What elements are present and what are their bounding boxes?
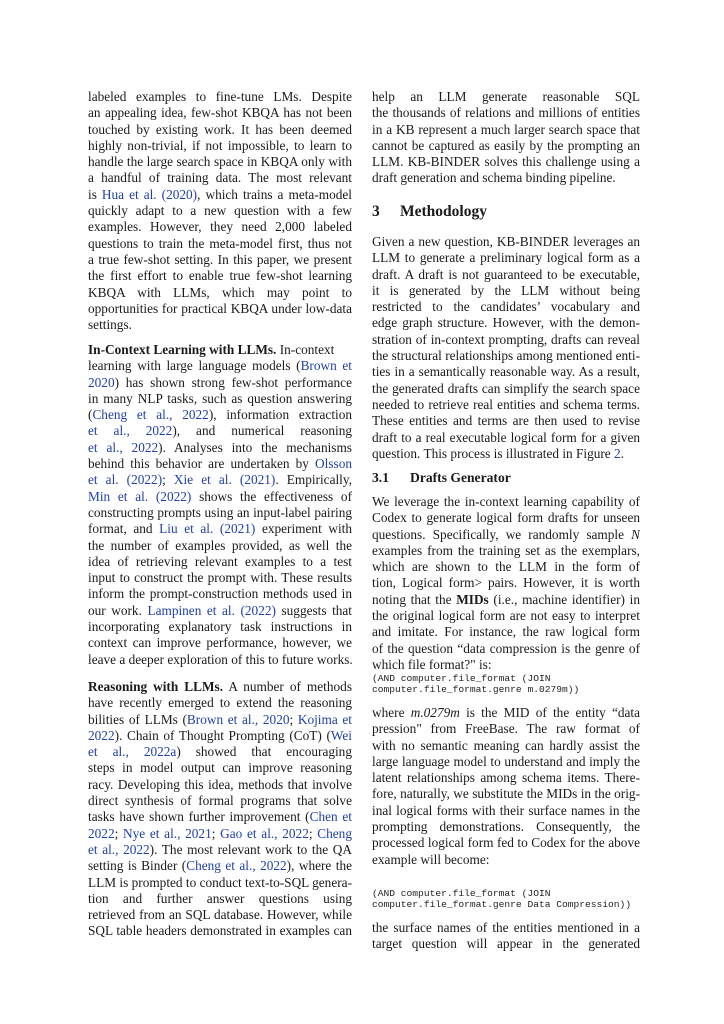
text-line (372, 786, 640, 802)
section-number: 3 (372, 203, 380, 220)
text-line (372, 381, 640, 397)
text-span: quickly adapt to a new question with a few (88, 203, 352, 219)
text-span: in a KB represent a much larger search space that (372, 121, 640, 137)
citation-link[interactable]: et al., 2022 (88, 423, 173, 439)
text-line (372, 446, 640, 462)
text-span: the original logical form are not easy to interpret (372, 608, 640, 624)
text-line (88, 603, 352, 619)
text-span: which are shown to the LLM in the form of (372, 559, 640, 575)
text-span: context can improve performance, however, we (88, 635, 352, 651)
paragraph-mid-explanation (372, 705, 640, 868)
text-line (372, 852, 640, 868)
text-line (88, 187, 352, 203)
text-line (88, 923, 352, 939)
text-span: ; (289, 711, 298, 727)
text-line (88, 728, 352, 744)
citation-link[interactable]: et al., 2022 (88, 439, 159, 455)
text-span: draft to a real executable logical form for a given (372, 429, 640, 445)
text-span: behind this behavior are undertaken by (88, 456, 316, 472)
text-span: A number of methods (223, 679, 352, 694)
text-line (88, 440, 352, 456)
text-line (88, 619, 352, 635)
text-span: is the MID of the entity “data (466, 705, 640, 720)
text-span: KBQA with LLMs, which may point to (88, 284, 352, 300)
text-span: Given a new question, KB-BINDER leverages an (372, 234, 640, 249)
citation-link[interactable]: 2 (614, 445, 621, 461)
text-span: touched by existing work. It has been deemed (88, 121, 352, 137)
text-span: ) showed that encouraging (176, 744, 352, 760)
text-line (372, 413, 640, 429)
citation-link[interactable]: Chen et (309, 809, 352, 825)
text-span: ). The most relevant work to the QA (149, 841, 352, 857)
citation-link[interactable]: Cheng (317, 825, 352, 841)
text-span: settings. (88, 317, 132, 333)
paragraph-sql-continuation (372, 89, 640, 187)
text-line (88, 358, 352, 374)
text-span: ties in a semantically reasonable way. As a result, (372, 364, 640, 380)
text-span: the generated drafts can simplify the search space (372, 380, 640, 396)
citation-link[interactable]: et al. (2022) (88, 472, 163, 488)
text-line (372, 105, 640, 121)
text-span: opportunities for practical KBQA under low-data (88, 300, 352, 316)
text-line (88, 252, 352, 268)
text-span: inal logical forms with their surface names in the (372, 802, 640, 818)
text-span: a true few-shot setting. In this paper, we present (88, 251, 352, 267)
text-line (372, 138, 640, 154)
text-span: LLM is prompted to conduct text-to-SQL genera- (88, 874, 352, 890)
citation-link[interactable]: Lampinen et al. (2022) (147, 602, 276, 618)
subsection-heading-drafts-generator (372, 470, 511, 486)
text-span: format, and (88, 521, 160, 537)
text-span: (i.e., machine identifier) in (488, 591, 640, 607)
text-span: ( (88, 407, 93, 423)
text-line (88, 554, 352, 570)
text-line (88, 317, 352, 333)
text-span: noting that the (372, 591, 457, 607)
text-line (372, 819, 640, 835)
text-line (372, 624, 640, 640)
text-span: cannot be captured as easily by the prompting an (372, 137, 640, 153)
text-span: large language model to understand and imply the (372, 753, 640, 769)
text-line (88, 203, 352, 219)
text-line (88, 407, 352, 423)
text-span: Codex to generate logical form drafts for unseen (372, 510, 640, 526)
text-span: ; (211, 825, 221, 841)
text-line (88, 456, 352, 472)
text-line (372, 705, 640, 721)
paragraph-surface-names (372, 920, 640, 953)
text-line (88, 268, 352, 284)
text-line (88, 342, 352, 358)
text-span: edge graph structure. However, with the demon- (372, 315, 640, 331)
text-line (88, 777, 352, 793)
text-line (372, 283, 640, 299)
text-line (372, 592, 640, 608)
text-span: restricted to the candidates’ vocabulary and (372, 299, 640, 315)
text-span: ; (308, 825, 318, 841)
text-line (88, 712, 352, 728)
text-span: the number of examples provided, as well the (88, 537, 352, 553)
paragraph-methodology-intro (372, 234, 640, 462)
text-span: incorporating explanatory task instructions in (88, 619, 352, 635)
text-span: is (88, 186, 102, 202)
text-span: ). Chain of Thought Prompting (CoT) ( (114, 727, 331, 743)
citation-link[interactable]: 2022 (88, 825, 115, 841)
text-span: questions to train the meta-model first, thus not (88, 235, 352, 251)
text-line (372, 250, 640, 266)
citation-link[interactable]: Gao et al., 2022 (220, 825, 309, 841)
text-span: tion and further answer questions using (88, 890, 352, 906)
text-line (372, 332, 640, 348)
text-line (372, 770, 640, 786)
citation-link[interactable]: et al., 2022a (88, 744, 177, 760)
text-span: highly non-trivial, if not impossible, to learn to (88, 137, 352, 153)
text-line (88, 760, 352, 776)
text-line (372, 527, 640, 543)
citation-link[interactable]: Cheng et al., 2022 (186, 858, 287, 874)
text-line (88, 89, 352, 105)
paragraph-drafts-generator (372, 494, 640, 673)
text-line (372, 348, 640, 364)
text-span: retrieved from an SQL database. However, while (88, 907, 352, 923)
text-span: experiment with (255, 521, 352, 537)
text-span: tasks have shown further improvement ( (88, 809, 310, 825)
text-span: question. This process is illustrated in Figure (372, 445, 615, 461)
text-line (372, 364, 640, 380)
text-span: , which trains a meta-model (197, 186, 352, 202)
text-line (372, 299, 640, 315)
text-line (88, 907, 352, 923)
text-span: prompting demonstrations. Consequently, the (372, 819, 640, 835)
text-line (372, 494, 640, 510)
text-line (372, 267, 640, 283)
italic-text: m.0279m (410, 705, 460, 720)
text-span: our work. (88, 602, 148, 618)
text-span: suggests that (275, 602, 352, 618)
text-line (372, 397, 640, 413)
text-span: and imitate. For instance, the raw logical form (372, 624, 640, 640)
text-span: it is generated by the LLM without being (372, 282, 640, 298)
citation-link[interactable]: 2020 (88, 374, 115, 390)
subsection-number: 3.1 (372, 470, 389, 485)
text-line (88, 472, 352, 488)
text-line (88, 521, 352, 537)
text-line (88, 858, 352, 874)
text-line (372, 657, 640, 673)
citation-link[interactable]: et al., 2022 (88, 841, 150, 857)
text-span: constructing prompts using an input-label pairing (88, 504, 352, 520)
text-line (372, 721, 640, 737)
text-line (372, 608, 640, 624)
text-span: setting is Binder ( (88, 858, 187, 874)
text-line (372, 154, 640, 170)
text-span: the surface names of the entities mentioned in a (372, 920, 640, 935)
text-span: These entities and terms are then used to revise (372, 413, 640, 429)
text-span: direct synthesis of formal programs that solve (88, 793, 352, 809)
text-line (372, 803, 640, 819)
text-span: fore, naturally, we substitute the MIDs in the orig- (372, 786, 640, 802)
text-span: ) has shown strong few-shot performance (114, 374, 352, 390)
text-line (88, 570, 352, 586)
text-line (372, 315, 640, 331)
text-span: the first effort to enable true few-shot learning (88, 268, 352, 284)
text-span: where (372, 705, 411, 720)
paragraph-few-shot-kbqa (88, 89, 352, 333)
citation-link[interactable]: Olsson (315, 456, 352, 472)
text-line (88, 489, 352, 505)
text-span: idea of retrieving relevant examples to a test (88, 553, 352, 569)
text-span: processed logical form fed to Codex for the above (372, 835, 640, 851)
text-line (88, 219, 352, 235)
code-raw-logical-form: (AND computer.file_format (JOIN computer.file_format.genre m.0279m)) (372, 673, 580, 695)
text-line (88, 652, 352, 668)
code-processed-logical-form: (AND computer.file_format (JOIN computer.file_format.genre Data Compression)) (372, 888, 632, 910)
text-line (88, 138, 352, 154)
text-span: LLM to generate a preliminary logical form as a (372, 250, 640, 266)
text-span: ; (114, 825, 123, 841)
text-line (372, 122, 640, 138)
text-line (88, 538, 352, 554)
citation-link[interactable]: Hua et al. (2020) (101, 186, 198, 202)
citation-link[interactable]: Nye et al., 2021 (123, 825, 212, 841)
text-line (88, 695, 352, 711)
section-heading-methodology (372, 203, 487, 221)
text-line (372, 641, 640, 657)
text-span: the structural relationships among mentioned enti- (372, 348, 640, 364)
text-line (88, 154, 352, 170)
citation-link[interactable]: Min et al. (2022) (88, 488, 192, 504)
text-span: SQL table headers demonstrated in examples can (88, 923, 352, 939)
paragraph-reasoning-with-llms (88, 679, 352, 940)
text-line (372, 559, 640, 575)
paragraph-in-context-learning (88, 342, 352, 668)
text-span: racy. Developing this idea, methods that involve (88, 776, 352, 792)
text-span: LLM. KB-BINDER solves this challenge using a (372, 154, 640, 170)
text-span: questions. Specifically, we randomly sample (372, 526, 632, 542)
text-span: help an LLM generate reasonable SQL (372, 89, 640, 104)
text-span: leave a deeper exploration of this to future works. (88, 651, 353, 667)
text-span: . Empirically, (275, 472, 352, 488)
text-line (88, 635, 352, 651)
text-line (88, 826, 352, 842)
text-span: We leverage the in-context learning capability of (372, 494, 640, 509)
italic-text: N (631, 526, 640, 542)
text-span: target question will appear in the generated (372, 936, 640, 952)
text-line (372, 89, 640, 105)
text-span: draft generation and schema binding pipeline. (372, 170, 616, 186)
citation-link[interactable]: Cheng et al., 2022 (92, 407, 209, 423)
citation-link[interactable]: 2022 (88, 727, 115, 743)
text-span: latent relationships among schema items. There- (372, 770, 640, 786)
text-span: an appealing idea, few-shot KBQA has not been (88, 105, 352, 121)
citation-link[interactable]: Brown et (300, 358, 352, 374)
text-span: stration of in-context prompting, drafts can reveal (372, 331, 640, 347)
text-span: of the question “data compression is the genre of (372, 640, 640, 656)
text-span: ). Analyses into the mechanisms (158, 439, 352, 455)
text-span: labeled examples to fine-tune LMs. Despite (88, 89, 352, 104)
text-line (372, 430, 640, 446)
text-span: draft. A draft is not guaranteed to be executable, (372, 266, 640, 282)
subsection-title: Drafts Generator (410, 470, 511, 485)
text-line (88, 122, 352, 138)
text-span: in many NLP tasks, such as question answering (88, 390, 352, 406)
text-line (88, 375, 352, 391)
text-line (88, 236, 352, 252)
text-line (88, 301, 352, 317)
text-span: examples from the training set as the exemplars, (372, 542, 640, 558)
text-line (88, 875, 352, 891)
text-line (88, 391, 352, 407)
text-line (372, 170, 640, 186)
text-line (88, 285, 352, 301)
text-line (372, 920, 640, 936)
text-line (88, 744, 352, 760)
text-span: In-context (276, 342, 335, 357)
text-line (372, 510, 640, 526)
text-line (88, 423, 352, 439)
text-span: example will become: (372, 851, 490, 867)
text-span: bilities of LLMs ( (88, 711, 187, 727)
text-line (372, 575, 640, 591)
text-line (88, 842, 352, 858)
citation-link[interactable]: Wei (330, 727, 352, 743)
text-line (88, 105, 352, 121)
text-line (88, 170, 352, 186)
section-title: Methodology (400, 203, 487, 220)
text-span: tion, Logical form> pairs. However, it is worth (372, 575, 640, 591)
text-span: steps in model output can improve reasoning (88, 760, 352, 776)
citation-link[interactable]: Brown et al., 2020 (186, 711, 290, 727)
bold-text: MIDs (456, 591, 489, 607)
text-span: pression" from FreeBase. The raw format of (372, 721, 640, 737)
text-span: inform the prompt-construction methods used in (88, 586, 352, 602)
text-line (88, 891, 352, 907)
text-span: shows the effectiveness of (191, 488, 352, 504)
text-line (88, 809, 352, 825)
text-span: ), information extraction (208, 407, 352, 423)
text-span: . (620, 445, 625, 461)
text-line (88, 679, 352, 695)
text-span: input to construct the prompt with. These results (88, 570, 352, 586)
citation-link[interactable]: Kojima et (297, 711, 352, 727)
text-span: have recently emerged to extend the reasoning (88, 695, 352, 711)
text-span: needed to retrieve real entities and schema terms. (372, 396, 640, 412)
text-line (372, 543, 640, 559)
text-line (372, 738, 640, 754)
text-span: the thousands of relations and millions of entities (372, 105, 640, 121)
text-span: a handful of training data. The most relevant (88, 170, 352, 186)
text-span: which file format?" is: (372, 656, 492, 672)
citation-link[interactable]: Liu et al. (2021) (159, 521, 256, 537)
text-span: learning with large language models ( (88, 358, 301, 374)
text-line (372, 936, 640, 952)
text-line (88, 793, 352, 809)
bold-text: Reasoning with LLMs. (88, 679, 224, 694)
bold-text: In-Context Learning with LLMs. (88, 342, 277, 357)
text-line (372, 234, 640, 250)
text-line (88, 586, 352, 602)
text-span: with no semantic meaning can hardly assist the (372, 737, 640, 753)
text-line (372, 754, 640, 770)
text-line (88, 505, 352, 521)
text-line (372, 835, 640, 851)
text-span: handle the large search space in KBQA only with (88, 154, 352, 170)
text-span: ; (162, 472, 174, 488)
citation-link[interactable]: Xie et al. (2021) (173, 472, 276, 488)
text-span: ), and numerical reasoning (172, 423, 352, 439)
text-span: ), where the (286, 858, 352, 874)
text-span: examples. However, they need 2,000 labeled (88, 219, 352, 235)
